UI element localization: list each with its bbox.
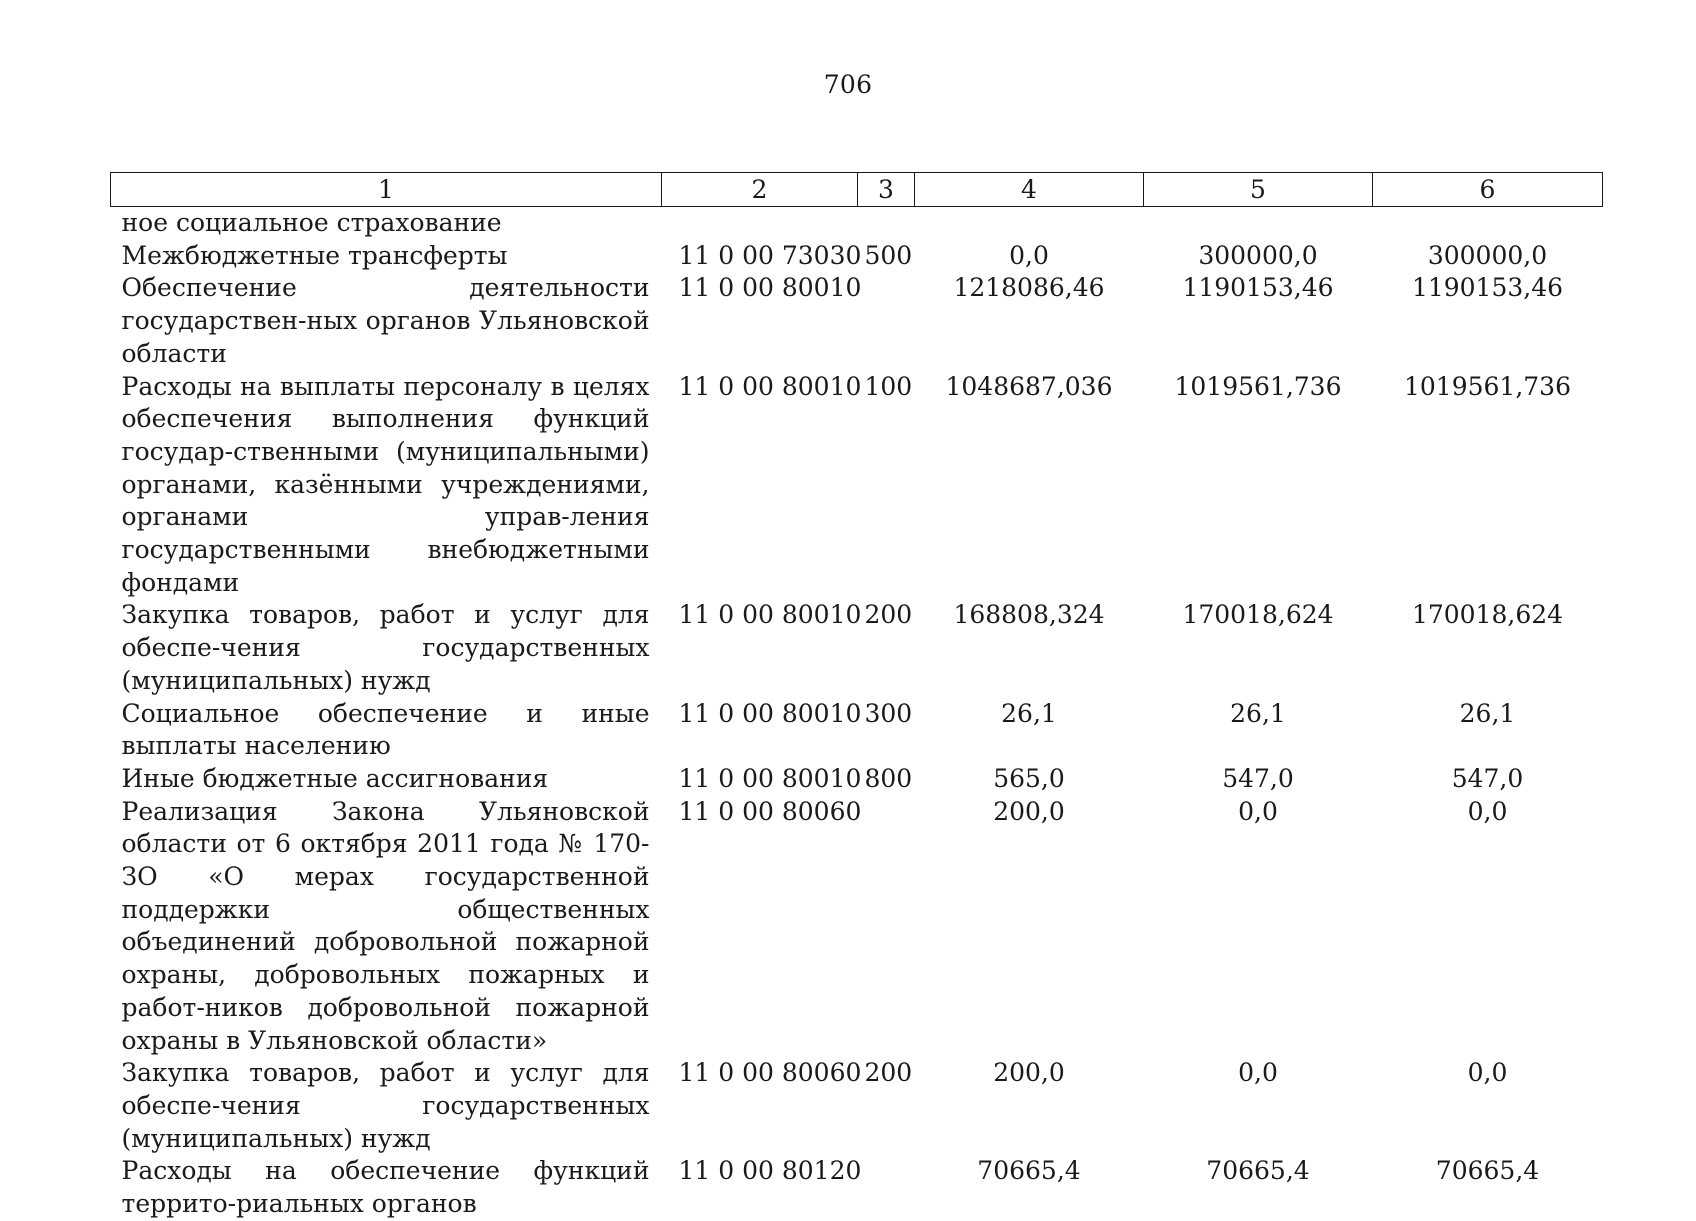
- amount-cell-col6: 70665,4: [1435, 1156, 1540, 1186]
- column-header: 5: [1144, 173, 1373, 207]
- budget-table: [110, 172, 1603, 1221]
- amount-cell-col5: 170018,624: [1182, 600, 1334, 630]
- amount-cell-col5: [1144, 207, 1373, 240]
- amount-cell-col6: 0,0: [1467, 1058, 1508, 1088]
- table-body: [111, 207, 1603, 1221]
- amount-cell-col5: 547,0: [1222, 763, 1294, 793]
- amount-cell-col4: 26,1: [1001, 698, 1057, 728]
- amount-cell-col6: 547,0: [1451, 763, 1524, 793]
- column-header: 2: [662, 173, 858, 207]
- amount-cell-col5: 0,0: [1238, 1058, 1278, 1088]
- amount-cell-col6: 26,1: [1459, 698, 1516, 728]
- expense-type-cell: [858, 796, 915, 1058]
- target-code-cell: 11 0 00 80010: [678, 273, 862, 303]
- target-code-cell: 11 0 00 80120: [678, 1156, 862, 1186]
- target-code-cell: 11 0 00 80010: [678, 371, 862, 401]
- expense-type-cell: 100: [864, 371, 913, 401]
- row-name-cell: ное социальное страхование: [121, 208, 502, 237]
- table-row: [111, 763, 1603, 796]
- target-code-cell: 11 0 00 73030: [678, 240, 862, 270]
- table-header-row: [111, 173, 1603, 207]
- amount-cell-col4: 565,0: [993, 763, 1065, 793]
- amount-cell-col5: 0,0: [1238, 796, 1278, 826]
- amount-cell-col4: [915, 207, 1144, 240]
- target-code-cell: 11 0 00 80010: [678, 698, 862, 728]
- expense-type-cell: [858, 1155, 915, 1220]
- amount-cell-col4: 200,0: [993, 796, 1065, 826]
- amount-cell-col5: 1019561,736: [1174, 371, 1342, 401]
- amount-cell-col6: 1190153,46: [1411, 273, 1564, 303]
- row-name-cell: Закупка товаров, работ и услуг для обеспе-чения государственных (муниципальных) нужд: [121, 1058, 650, 1153]
- expense-type-cell: 200: [864, 600, 913, 630]
- amount-cell-col4: 70665,4: [977, 1156, 1081, 1186]
- target-code-cell: [662, 207, 858, 240]
- column-header: 6: [1373, 173, 1603, 207]
- table-row: [111, 1057, 1603, 1155]
- table-row: [111, 698, 1603, 763]
- amount-cell-col6: 300000,0: [1427, 240, 1548, 270]
- row-name-cell: Закупка товаров, работ и услуг для обеспе-чения государственных (муниципальных) нужд: [121, 600, 650, 695]
- column-header: 1: [111, 173, 662, 207]
- row-name-cell: Обеспечение деятельности государствен-ных органов Ульяновской области: [121, 273, 650, 368]
- table-row: [111, 599, 1603, 697]
- expense-type-cell: [858, 272, 915, 370]
- amount-cell-col4: 1048687,036: [945, 371, 1113, 401]
- amount-cell-col5: 1190153,46: [1182, 273, 1334, 303]
- target-code-cell: 11 0 00 80010: [678, 600, 862, 630]
- table-row: [111, 371, 1603, 600]
- table-row: [111, 240, 1603, 273]
- table-row: [111, 796, 1603, 1058]
- row-name-cell: Межбюджетные трансферты: [121, 240, 508, 270]
- table-row: [111, 1155, 1603, 1220]
- amount-cell-col4: 200,0: [993, 1058, 1065, 1088]
- expense-type-cell: 300: [864, 698, 913, 728]
- amount-cell-col5: 26,1: [1230, 698, 1286, 728]
- row-name-cell: Реализация Закона Ульяновской области от 6 октября 2011 года № 170-ЗО «О мерах государственной поддержки общественных объединений добровольной пожарной охраны, добровольных пожарных и работ-ников добровольной пожарной охраны в Ульяновской области»: [121, 796, 650, 1055]
- amount-cell-col4: 168808,324: [953, 600, 1105, 630]
- expense-type-cell: 500: [864, 240, 913, 270]
- amount-cell-col5: 300000,0: [1198, 240, 1318, 270]
- expense-type-cell: 800: [864, 763, 913, 793]
- row-name-cell: Расходы на обеспечение функций террито-риальных органов: [121, 1156, 650, 1219]
- amount-cell-col6: 170018,624: [1411, 600, 1564, 630]
- row-name-cell: Расходы на выплаты персоналу в целях обеспечения выполнения функций государ-ственными (муниципальными) органами, казёнными учреждениями, органами управ-ления государственными внебюджетными фондами: [121, 371, 650, 597]
- target-code-cell: 11 0 00 80010: [678, 763, 862, 793]
- page-number: 706: [823, 70, 873, 99]
- row-name-cell: Социальное обеспечение и иные выплаты населению: [121, 698, 650, 761]
- expense-type-cell: [858, 207, 915, 240]
- table-row: [111, 207, 1603, 240]
- amount-cell-col6: 0,0: [1467, 796, 1508, 826]
- column-header: 4: [915, 173, 1144, 207]
- amount-cell-col5: 70665,4: [1206, 1156, 1310, 1186]
- target-code-cell: 11 0 00 80060: [678, 796, 862, 826]
- target-code-cell: 11 0 00 80060: [678, 1058, 862, 1088]
- expense-type-cell: 200: [864, 1058, 913, 1088]
- column-header: 3: [858, 173, 915, 207]
- amount-cell-col6: 1019561,736: [1403, 371, 1571, 401]
- row-name-cell: Иные бюджетные ассигнования: [121, 763, 549, 793]
- amount-cell-col6: [1373, 207, 1603, 240]
- amount-cell-col4: 0,0: [1009, 240, 1049, 270]
- amount-cell-col4: 1218086,46: [953, 273, 1105, 303]
- table-row: [111, 272, 1603, 370]
